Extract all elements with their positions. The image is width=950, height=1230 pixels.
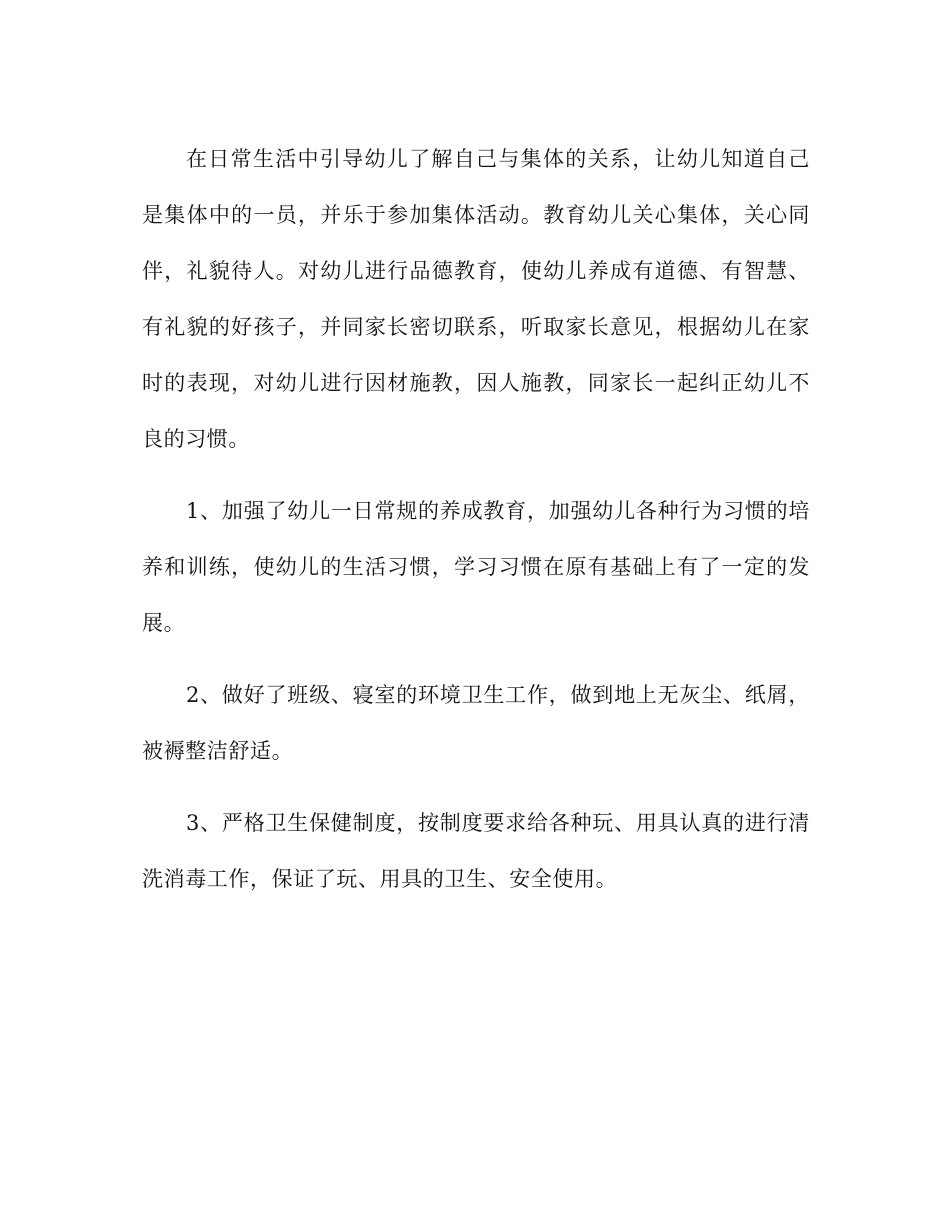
paragraph-item-1: 1、加强了幼儿一日常规的养成教育，加强幼儿各种行为习惯的培养和训练，使幼儿的生活习惯，学习习惯在原有基础上有了一定的发展。 xyxy=(142,499,810,635)
paragraph-item-3: 3、严格卫生保健制度，按制度要求给各种玩、用具认真的进行清洗消毒工作，保证了玩、用具的卫生、安全使用。 xyxy=(142,811,810,891)
paragraph-intro: 在日常生活中引导幼儿了解自己与集体的关系，让幼儿知道自己是集体中的一员，并乐于参加集体活动。教育幼儿关心集体，关心同伴，礼貌待人。对幼儿进行品德教育，使幼儿养成有道德、有智慧、有礼貌的好孩子，并同家长密切联系，听取家长意见，根据幼儿在家时的表现，对幼儿进行因材施教，因人施教，同家长一起纠正幼儿不良的习惯。 xyxy=(142,147,810,451)
document-body xyxy=(142,131,810,907)
paragraph-item-2: 2、做好了班级、寝室的环境卫生工作，做到地上无灰尘、纸屑，被褥整洁舒适。 xyxy=(142,683,810,763)
